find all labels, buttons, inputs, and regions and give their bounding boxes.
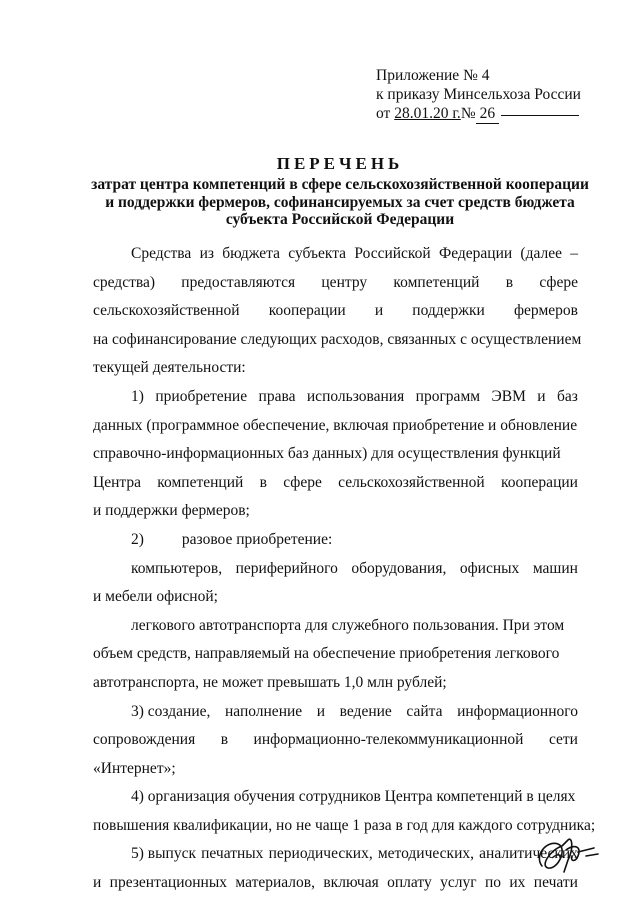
body-word: методических, (377, 845, 474, 863)
order-number-label: № (460, 105, 476, 122)
body-text: повышения квалификации, но не чаще 1 раза в год для каждого сотрудника; (93, 816, 596, 834)
body-word: субъекта (288, 245, 347, 262)
subtitle-line: затрат центра компетенций в сфере сельскохозяйственной кооперации (91, 176, 589, 193)
document-body (93, 240, 596, 898)
body-line (93, 812, 596, 841)
order-date: 28.01.20 г. (394, 105, 461, 122)
body-word: машин (532, 559, 578, 577)
body-line (93, 440, 578, 469)
body-word: и (374, 302, 384, 320)
body-text: текущей деятельности: (93, 359, 246, 377)
body-word: по (484, 874, 501, 892)
body-line (93, 869, 578, 898)
body-line (93, 240, 578, 269)
body-word: их (509, 874, 526, 892)
body-word: и (93, 874, 102, 892)
body-word: в (220, 731, 229, 749)
body-line (93, 412, 578, 441)
body-word: центру (321, 273, 368, 291)
body-word: компетенций (393, 273, 480, 291)
body-line (93, 583, 578, 612)
body-text: легкового автотранспорта для служебного пользования. При этом (131, 616, 565, 634)
body-word: (далее (520, 245, 562, 262)
body-word: материалов, (235, 874, 315, 892)
body-word: бюджета (222, 245, 281, 262)
annex-order-ref: к приказу Минсельхоза России (376, 86, 581, 103)
body-word: Центра (93, 473, 141, 491)
body-word: в (259, 473, 267, 491)
body-word: 3) создание, (131, 702, 211, 720)
body-word: фермеров (514, 302, 578, 320)
body-line (93, 612, 578, 641)
body-word: сельскохозяйственной (338, 473, 485, 491)
annex-date-line (376, 104, 581, 124)
body-word: ведение (339, 702, 392, 720)
body-word: офисных (459, 559, 520, 577)
subtitle-line: субъекта Российской Федерации (225, 211, 455, 228)
body-line (93, 783, 578, 812)
document-subtitle (80, 176, 600, 229)
body-word: печатных (201, 845, 264, 863)
body-word: из (199, 245, 214, 262)
body-word: сфере (283, 473, 322, 491)
body-word: сети (548, 731, 578, 749)
body-line (93, 526, 578, 555)
body-word: периодических, (268, 845, 373, 863)
body-line (93, 297, 578, 326)
body-line (93, 354, 578, 383)
body-line (93, 383, 578, 412)
body-word: и (537, 387, 546, 405)
body-text: 4) организация обучения сотрудников Центра компетенций в целях (131, 788, 576, 806)
body-word: включая (323, 874, 379, 892)
date-prefix: от (376, 105, 391, 122)
body-word: 1) (131, 387, 144, 405)
underline-fill (501, 114, 579, 116)
body-text: автотранспорта, не может превышать 1,0 млн рублей; (93, 673, 447, 691)
body-text: данных (программное обеспечение, включая приобретение и обновление (93, 416, 578, 434)
annex-header (376, 66, 581, 124)
body-word: компьютеров, (131, 559, 223, 577)
body-word: программ (415, 387, 481, 405)
body-line (93, 698, 578, 727)
body-word: сфере (539, 273, 578, 291)
body-text: на софинансирование следующих расходов, связанных с осуществлением (93, 330, 582, 348)
body-word: разовое приобретение: (181, 530, 333, 548)
body-word: баз (557, 387, 578, 405)
order-number: 26 (476, 104, 500, 124)
body-word: и (316, 702, 326, 720)
body-word: оплату (387, 874, 432, 892)
body-word: оборудования, (351, 559, 447, 577)
body-word: Федерации (438, 245, 513, 262)
body-word: кооперации (501, 473, 578, 491)
body-word: использования (306, 387, 405, 405)
body-text: и поддержки фермеров; (93, 502, 250, 520)
body-word: поддержки (412, 302, 485, 320)
body-word: кооперации (268, 302, 346, 320)
body-line (93, 640, 578, 669)
body-word: Средства (131, 245, 192, 262)
body-line (93, 755, 578, 784)
body-line (93, 269, 578, 298)
body-line (93, 669, 578, 698)
body-word: приобретение (155, 387, 248, 405)
body-word: информационно-телекоммуникационной (253, 731, 524, 749)
body-word: 5) выпуск (131, 845, 196, 863)
body-word: – (570, 245, 578, 262)
body-word: услуг (440, 874, 477, 892)
body-word: в (505, 273, 514, 291)
body-word: сайта (406, 702, 443, 720)
body-word: сельскохозяйственной (93, 302, 240, 320)
body-word: презентационных (109, 874, 228, 892)
body-text: объем средств, направляемый на обеспечение приобретения легкового (93, 645, 560, 663)
body-line (93, 726, 578, 755)
body-line (93, 840, 578, 869)
body-word: средства) (93, 273, 155, 291)
body-word: периферийного (235, 559, 338, 577)
body-word: сопровождения (93, 731, 196, 749)
body-word: Российской (354, 245, 431, 262)
body-word: предоставляются (181, 273, 296, 291)
body-text: справочно-информационных баз данных) для осуществления функций (93, 445, 561, 463)
body-text: и мебели офисной; (93, 588, 218, 606)
annex-number: Приложение № 4 (376, 67, 490, 84)
body-word: наполнение (224, 702, 303, 720)
body-line (93, 555, 578, 584)
body-word: компетенций (157, 473, 244, 491)
body-word: права (258, 387, 296, 405)
body-line (93, 326, 582, 355)
body-line (93, 469, 578, 498)
body-line (93, 497, 578, 526)
body-word: аналитических (479, 845, 578, 863)
body-word: информационного (457, 702, 578, 720)
subtitle-line: и поддержки фермеров, софинансируемых за счет средств бюджета (105, 193, 575, 211)
handwritten-signature (528, 826, 606, 880)
body-word: 2) (131, 530, 144, 548)
body-word: печати (533, 874, 578, 892)
body-word: ЭВМ (491, 387, 526, 405)
document-title: ПЕРЕЧЕНЬ (276, 154, 404, 173)
body-text: «Интернет»; (93, 759, 176, 777)
